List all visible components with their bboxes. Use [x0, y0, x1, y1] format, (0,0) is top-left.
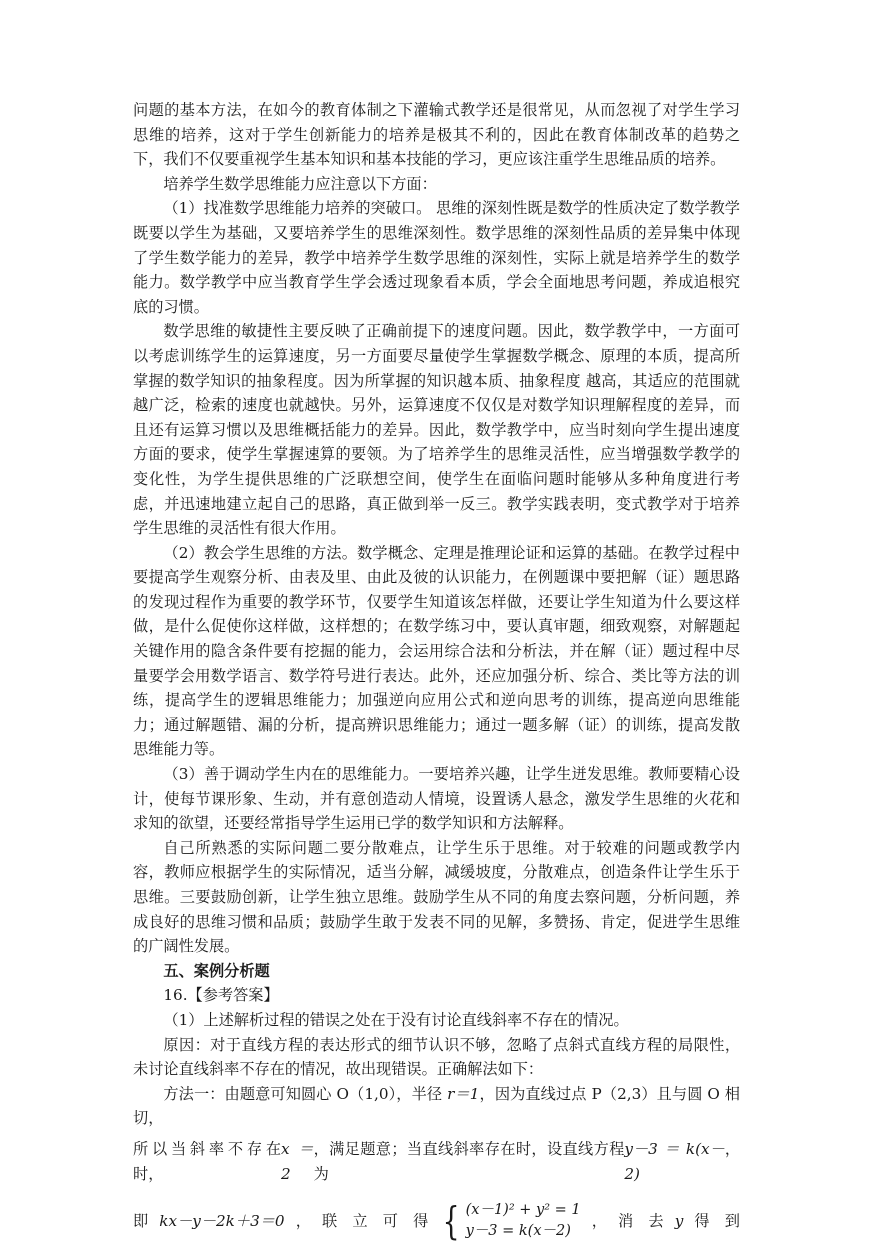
formula-dedao: 得 到: [694, 1211, 740, 1230]
paragraph-difficulty: 自己所熟悉的实际问题二要分散难点，让学生乐于思维。对于较难的问题或教学内容，教师应根据学生的实际情况，适当分解，减缓坡度，分散难点，创造条件让学生乐于思维。三要鼓励创新，让学生独立思维。鼓励学生从不同的角度去察问题，分析问题，养成良好的思维习惯和品质；鼓励学生敢于发表不同的见解，多赞扬、肯定，促进学生思维的广阔性发展。: [133, 838, 740, 956]
slope-text-a: 所以当斜率不存在时，: [133, 1139, 281, 1183]
formula-xiaoqu: 消 去: [618, 1211, 664, 1230]
system-equation-circle: (x－1)² + y² = 1: [465, 1202, 581, 1219]
document-page: [133, 98, 740, 1250]
radius-expression: r＝1: [447, 1084, 480, 1103]
method-1-paragraph: [133, 1082, 740, 1131]
slope-text-c: ，: [724, 1139, 740, 1158]
reason-paragraph: 原因：对于直线方程的表达形式的细节认识不够，忽略了点斜式直线方程的局限性，未讨论直线斜率不存在的情况，故出现错误。正确解法如下：: [133, 1035, 740, 1079]
general-line-equation: kx－y－2k＋3＝0: [159, 1211, 285, 1230]
left-brace-icon: {: [443, 1199, 460, 1244]
slope-cases-line: [133, 1137, 740, 1186]
line-equation: y－3＝k(x－2): [624, 1139, 725, 1183]
paragraph-intro: 问题的基本方法，在如今的教育体制之下灌输式教学还是很常见，从而忽视了对学生学习思维的培养，这对于学生创新能力的培养是极其不利的，因此在教育体制改革的趋势之下，我们不仅要重视学生基本知识和基本技能的学习，更应该注重学生思维品质的培养。: [133, 101, 740, 169]
answer-1: （1）上述解析过程的错误之处在于没有讨论直线斜率不存在的情况。: [163, 1010, 629, 1029]
section-heading-case-analysis: 五、案例分析题: [163, 961, 270, 980]
formula-comma-2: ，: [591, 1211, 607, 1230]
system-equation-line: y－3 = k(x－2): [465, 1223, 571, 1240]
formula-lianli: 联 立 可 得: [322, 1211, 429, 1230]
paragraph-agility: 数学思维的敏捷性主要反映了正确前提下的速度问题。因此，数学教学中，一方面可以考虑训练学生的运算速度，另一方面要尽量使学生掌握数学概念、原理的本质，提高所掌握的数学知识的抽象程度。因为所掌握的知识越本质、抽象程度 越高，其适应的范围就越广泛，检索的速度也就越快。另外，运算速度不仅仅是对数学知识理解程度的差异，而且还有运算习惯以及思维概括能力的差异。因此，数学教学中，应当时刻向学生提出速度方面的要求，使学生掌握速算的要领。为了培养学生的思维灵活性，应当增强数学教学的变化性，为学生提供思维的广泛联想空间，使学生在面临问题时能够从多种角度进行考虑，并迅速地建立起自己的思路，真正做到举一反三。教学实践表明，变式教学对于培养学生思维的灵活性有很大作用。: [133, 322, 740, 538]
paragraph-point-2: （2）教会学生思维的方法。数学概念、定理是推理论证和运算的基础。在教学过程中要提高学生观察分析、由表及里、由此及彼的认识能力，在例题课中要把解（证）题思路的发现过程作为重要的教学环节，仅要学生知道该怎样做，还要让学生知道为什么要这样做，是什么促使你这样做，这样想的；在数学练习中，要认真审题，细致观察，对解题起关键作用的隐含条件要有挖掘的能力，会运用综合法和分析法，并在解（证）题过程中尽量要学会用数学语言、数学符号进行表达。此外，还应加强分析、综合、类比等方法的训练，提高学生的逻辑思维能力；加强逆向应用公式和逆向思考的训练，提高逆向思维能力；通过解题错、漏的分析，提高辨识思维能力；通过一题多解（证）的训练，提高发散思维能力等。: [133, 543, 740, 759]
formula-comma-1: ，: [295, 1211, 311, 1230]
system-formula-line: [133, 1192, 740, 1250]
method-1-text-b: ，因为直线过点 P（2,3）且与圆 O 相切，: [133, 1084, 740, 1128]
paragraph-point-3: （3）善于调动学生内在的思维能力。一要培养兴趣，让学生迸发思维。教师要精心设计，使每节课形象、生动，并有意创造动人情境，设置诱人悬念，激发学生思维的火花和求知的欲望，还要经常指导学生运用已学的数学知识和方法解释。: [133, 765, 740, 833]
equation-system: [439, 1200, 580, 1242]
question-16-label: 16.【参考答案】: [163, 986, 279, 1005]
equation-system-rows: [466, 1200, 581, 1242]
vertical-line-eq: x＝2: [281, 1139, 314, 1183]
variable-y: y: [674, 1211, 684, 1230]
paragraph-attention: 培养学生数学思维能力应注意以下方面：: [163, 174, 437, 193]
formula-ji: 即: [133, 1211, 149, 1230]
method-1-text-a: 方法一：由题意可知圆心 O（1,0），半径: [163, 1084, 448, 1103]
slope-text-b: ，满足题意；当直线斜率存在时，设直线方程为: [313, 1139, 625, 1183]
paragraph-point-1: （1）找准数学思维能力培养的突破口。 思维的深刻性既是数学的性质决定了数学教学既要以学生为基础，又要培养学生的思维深刻性。数学思维的深刻性品质的差异集中体现了学生数学能力的差异，教学中培养学生数学思维的深刻性，实际上就是培养学生的数学能力。数学教学中应当教育学生学会透过现象看本质，学会全面地思考问题，养成追根究底的习惯。: [133, 199, 740, 316]
